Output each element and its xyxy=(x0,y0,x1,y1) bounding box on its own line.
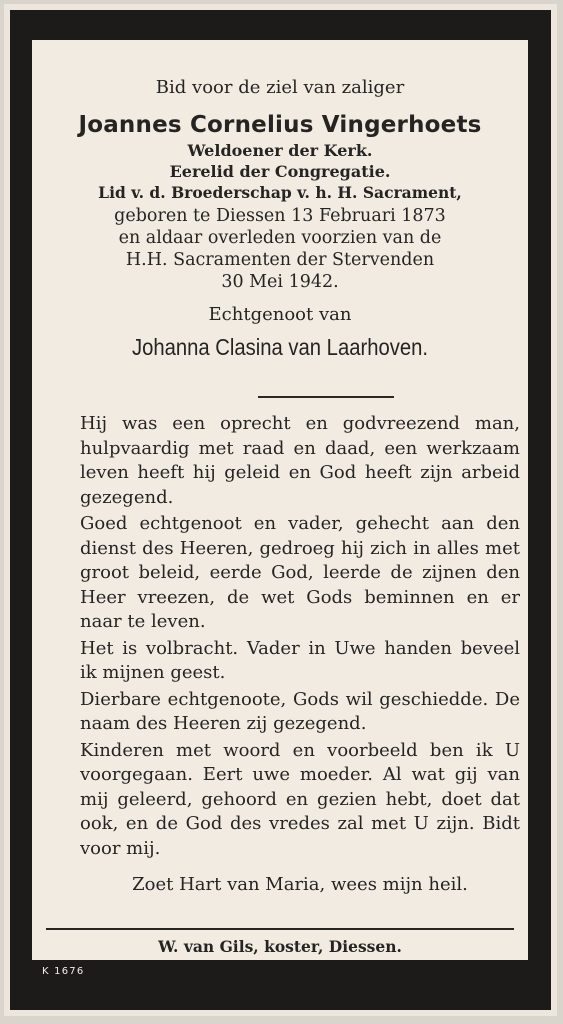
life-line: en aldaar overleden voorzien van de xyxy=(118,228,442,248)
memorial-card xyxy=(32,40,528,960)
life-line: H.H. Sacramenten der Stervenden xyxy=(125,250,435,270)
life-line: geboren te Diessen 13 Februari 1873 xyxy=(114,206,446,226)
memorial-text xyxy=(80,412,520,900)
memorial-paragraph: Het is volbracht. Vader in Uwe handen beveel ik mijnen geest. xyxy=(80,637,520,683)
title-line: Weldoener der Kerk. xyxy=(187,141,373,160)
spouse-name: Johanna Clasina van Laarhoven. xyxy=(132,334,428,360)
deceased-name: Joannes Cornelius Vingerhoets xyxy=(78,112,482,138)
printer-divider xyxy=(46,928,514,930)
intro-line: Bid voor de ziel van zaliger xyxy=(155,77,405,98)
memorial-paragraph: Dierbare echtgenoote, Gods wil geschiedde. De naam des Heeren zij gezegend. xyxy=(80,688,520,734)
printer-credit: W. van Gils, koster, Diessen. xyxy=(158,937,402,956)
catalog-number: K 1676 xyxy=(42,966,85,977)
section-divider xyxy=(258,396,394,398)
title-line: Eerelid der Congregatie. xyxy=(169,162,391,181)
closing-prayer: Zoet Hart van Maria, wees mijn heil. xyxy=(132,874,468,895)
card-header xyxy=(32,76,528,363)
memorial-paragraph: Goed echtgenoot en vader, gehecht aan den dienst des Heeren, gedroeg hij zich in alles met groot beleid, eerde God, leerde de zijnen den Heer vreezen, de wet Gods beminnen en er naar te leven. xyxy=(80,513,520,632)
spouse-label: Echtgenoot van xyxy=(208,304,352,325)
memorial-paragraph: Hij was een oprecht en godvreezend man, hulpvaardig met raad en daad, een werkzaam leven heeft hij geleid en God heeft zijn arbeid gezegend. xyxy=(80,413,520,508)
death-date: 30 Mei 1942. xyxy=(221,272,339,292)
memorial-paragraph: Kinderen met woord en voorbeeld ben ik U voorgegaan. Eert uwe moeder. Al wat gij van mij geleerd, gehoord en gezien hebt, doet dat ook, en de God des vredes zal met U zijn. Bidt voor mij. xyxy=(80,739,520,859)
title-line: Lid v. d. Broederschap v. h. H. Sacrament, xyxy=(98,183,462,202)
